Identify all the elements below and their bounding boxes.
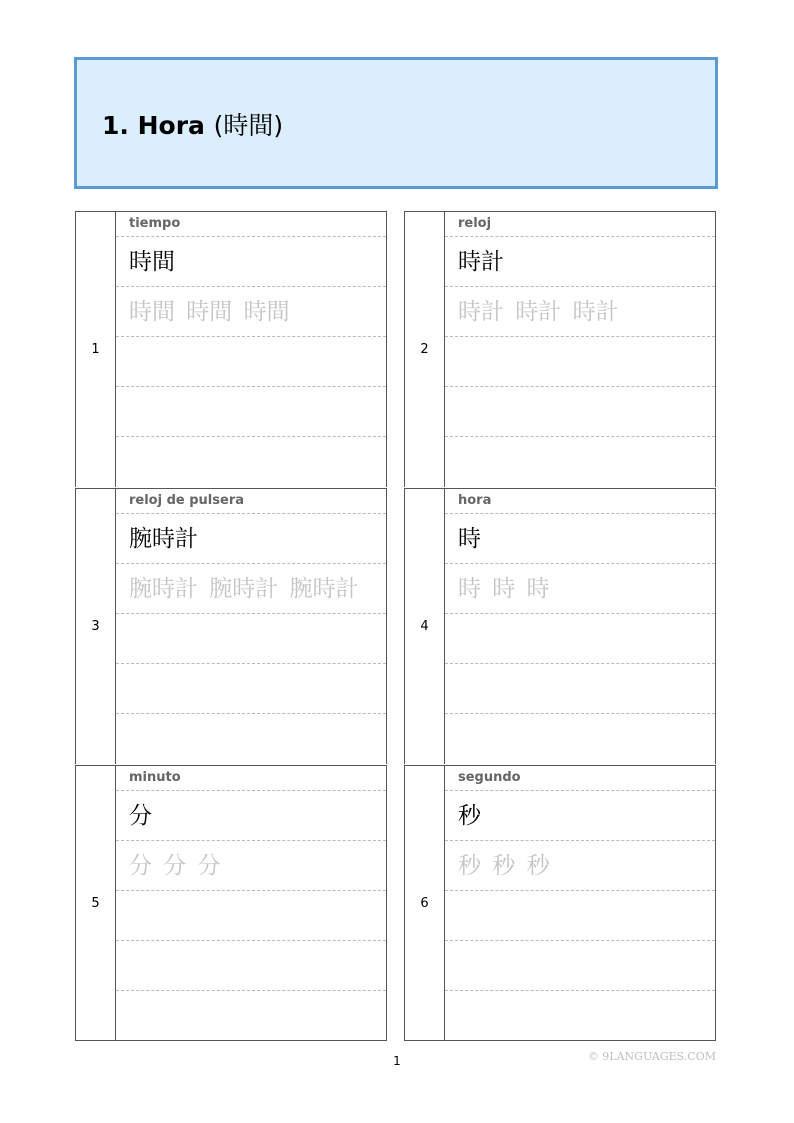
blank-practice-line xyxy=(116,387,386,437)
blank-practice-line xyxy=(116,337,386,387)
blank-practice-line xyxy=(445,337,715,387)
page-number: 1 xyxy=(393,1054,401,1068)
practice-rows xyxy=(116,212,386,487)
blank-practice-line xyxy=(116,664,386,714)
blank-practice-line xyxy=(116,941,386,991)
card-trace: 時計 時計 時計 xyxy=(445,287,715,337)
card-number-column xyxy=(76,766,116,1040)
vocab-card xyxy=(75,488,387,764)
blank-practice-line xyxy=(445,664,715,714)
card-trace: 腕時計 腕時計 腕時計 xyxy=(116,564,386,614)
blank-practice-line xyxy=(116,714,386,764)
blank-practice-line xyxy=(445,991,715,1041)
card-meaning: hora xyxy=(445,489,715,514)
copyright-notice: © 9LANGUAGES.COM xyxy=(587,1050,716,1063)
card-number: 3 xyxy=(91,619,100,634)
card-number-column xyxy=(76,212,116,487)
card-number-column xyxy=(76,489,116,764)
card-number: 2 xyxy=(420,342,429,357)
blank-practice-line xyxy=(445,614,715,664)
title-banner xyxy=(74,57,718,189)
title-spanish: 1. Hora xyxy=(102,111,205,140)
vocab-card xyxy=(75,765,387,1041)
card-trace: 分 分 分 xyxy=(116,841,386,891)
card-word: 時計 xyxy=(445,237,715,287)
card-meaning: reloj de pulsera xyxy=(116,489,386,514)
blank-practice-line xyxy=(116,891,386,941)
vocab-card xyxy=(404,488,716,764)
blank-practice-line xyxy=(445,437,715,487)
blank-practice-line xyxy=(116,614,386,664)
practice-rows xyxy=(116,766,386,1040)
card-number: 6 xyxy=(420,896,429,911)
practice-rows xyxy=(116,489,386,764)
card-number-column xyxy=(405,489,445,764)
card-word: 時間 xyxy=(116,237,386,287)
blank-practice-line xyxy=(445,941,715,991)
card-number: 5 xyxy=(91,896,100,911)
vocab-card xyxy=(75,211,387,487)
card-trace: 秒 秒 秒 xyxy=(445,841,715,891)
card-meaning: segundo xyxy=(445,766,715,791)
blank-practice-line xyxy=(445,387,715,437)
blank-practice-line xyxy=(445,891,715,941)
title-kanji: (時間) xyxy=(213,111,284,140)
card-number: 1 xyxy=(91,342,100,357)
card-word: 秒 xyxy=(445,791,715,841)
card-trace: 時間 時間 時間 xyxy=(116,287,386,337)
card-number-column xyxy=(405,766,445,1040)
practice-rows xyxy=(445,489,715,764)
card-meaning: tiempo xyxy=(116,212,386,237)
card-trace: 時 時 時 xyxy=(445,564,715,614)
blank-practice-line xyxy=(116,991,386,1041)
card-meaning: reloj xyxy=(445,212,715,237)
card-word: 腕時計 xyxy=(116,514,386,564)
vocab-card xyxy=(404,211,716,487)
page-title xyxy=(102,106,283,142)
card-word: 時 xyxy=(445,514,715,564)
vocab-card xyxy=(404,765,716,1041)
practice-rows xyxy=(445,766,715,1040)
practice-rows xyxy=(445,212,715,487)
card-number: 4 xyxy=(420,619,429,634)
card-word: 分 xyxy=(116,791,386,841)
blank-practice-line xyxy=(445,714,715,764)
blank-practice-line xyxy=(116,437,386,487)
card-meaning: minuto xyxy=(116,766,386,791)
card-number-column xyxy=(405,212,445,487)
